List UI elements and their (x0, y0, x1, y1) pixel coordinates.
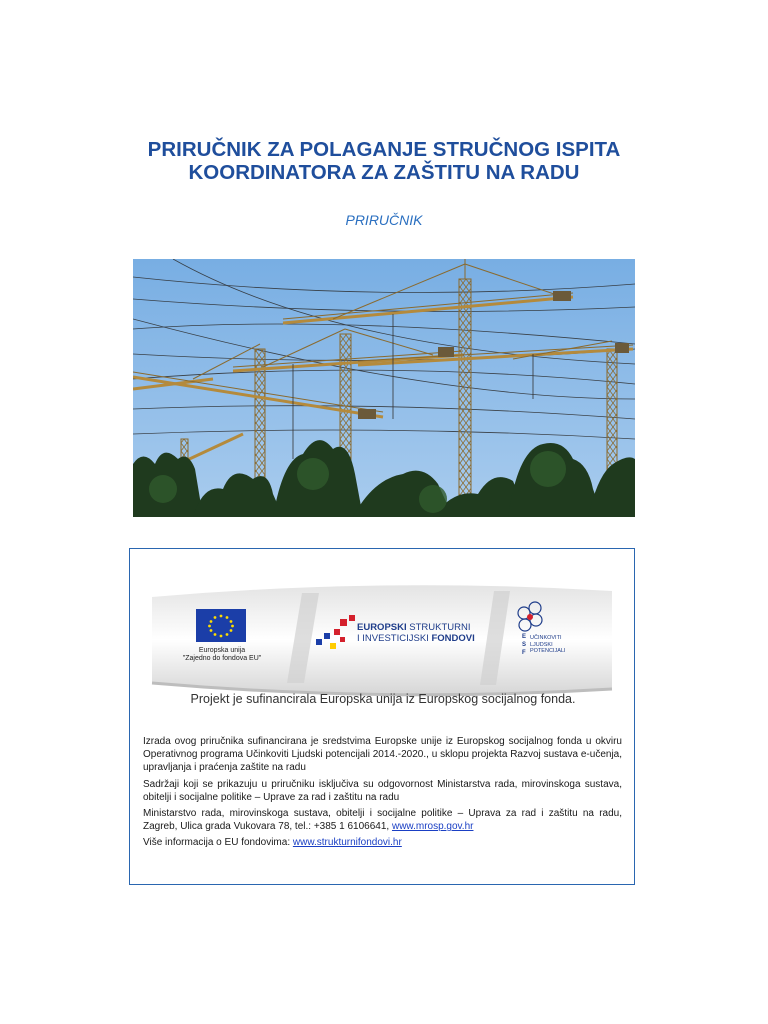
construction-cranes-photo (133, 259, 635, 517)
esi-line-1b: STRUKTURNI (409, 622, 471, 633)
funding-info-box (129, 548, 635, 885)
title-line-2: KOORDINATORA ZA ZAŠTITU NA RADU (188, 161, 580, 184)
funding-paragraph-1: Izrada ovog priručnika sufinancirana je sredstvima Europske unije iz Europskog socijalnog fonda u okviru Operativnog programa Učinkoviti Ljudski potencijali 2014.-2020., u sklopu projekta Razvoj sustava e-učenja, upravljanja i praćenja zaštite na radu (143, 736, 622, 774)
banner-caption: Projekt je sufinancirala Europska unija iz Europskog socijalnog fonda. (190, 692, 576, 706)
esf-letter-e: E (522, 634, 527, 640)
document-title (0, 138, 768, 184)
eu-logo-label (182, 647, 262, 663)
esf-letter-f: F (522, 650, 526, 656)
funding-paragraph-4 (143, 836, 622, 849)
ministry-website-link[interactable]: www.mrosp.gov.hr (391, 821, 474, 833)
program-line-2: LJUDSKI (530, 641, 553, 648)
eu-label-line-2: "Zajedno do fondova EU" (182, 655, 262, 662)
more-info-text: Više informacija o EU fondovima: (143, 837, 293, 849)
esi-line-1a: EUROPSKI (357, 622, 407, 633)
program-line-1: UČINKOVITI (530, 635, 562, 641)
contact-text: Ministarstvo rada, mirovinskoga sustava, obitelji i socijalne politike – Uprava za rad i zaštitu na radu, Zagreb, Ulica grada Vukovara 78, tel.: +385 1 6106641, (143, 808, 622, 833)
document-subtitle: PRIRUČNIK (345, 212, 423, 228)
title-line-1: PRIRUČNIK ZA POLAGANJE STRUČNOG ISPITA (147, 138, 621, 161)
esi-funds-logo-text (357, 622, 475, 644)
esi-line-2b: FONDOVI (431, 633, 475, 644)
esi-line-2a: I INVESTICIJSKI (357, 633, 429, 644)
op-program-logo-text (530, 635, 565, 655)
esf-letter-s: S (522, 642, 527, 648)
eu-label-line-1: Europska unija (198, 647, 246, 654)
funding-paragraph-2: Sadržaji koji se prikazuju u priručniku isključiva su odgovornost Ministarstva rada, mirovinskoga sustava, obitelji i socijalne politike – Uprave za rad i zaštitu na radu (143, 778, 622, 803)
program-line-3: POTENCIJALI (530, 648, 566, 654)
esf-letters (522, 633, 526, 657)
structural-funds-link[interactable]: www.strukturnifondovi.hr (292, 837, 402, 849)
funding-paragraph-3 (143, 807, 622, 833)
funding-text (143, 735, 622, 853)
